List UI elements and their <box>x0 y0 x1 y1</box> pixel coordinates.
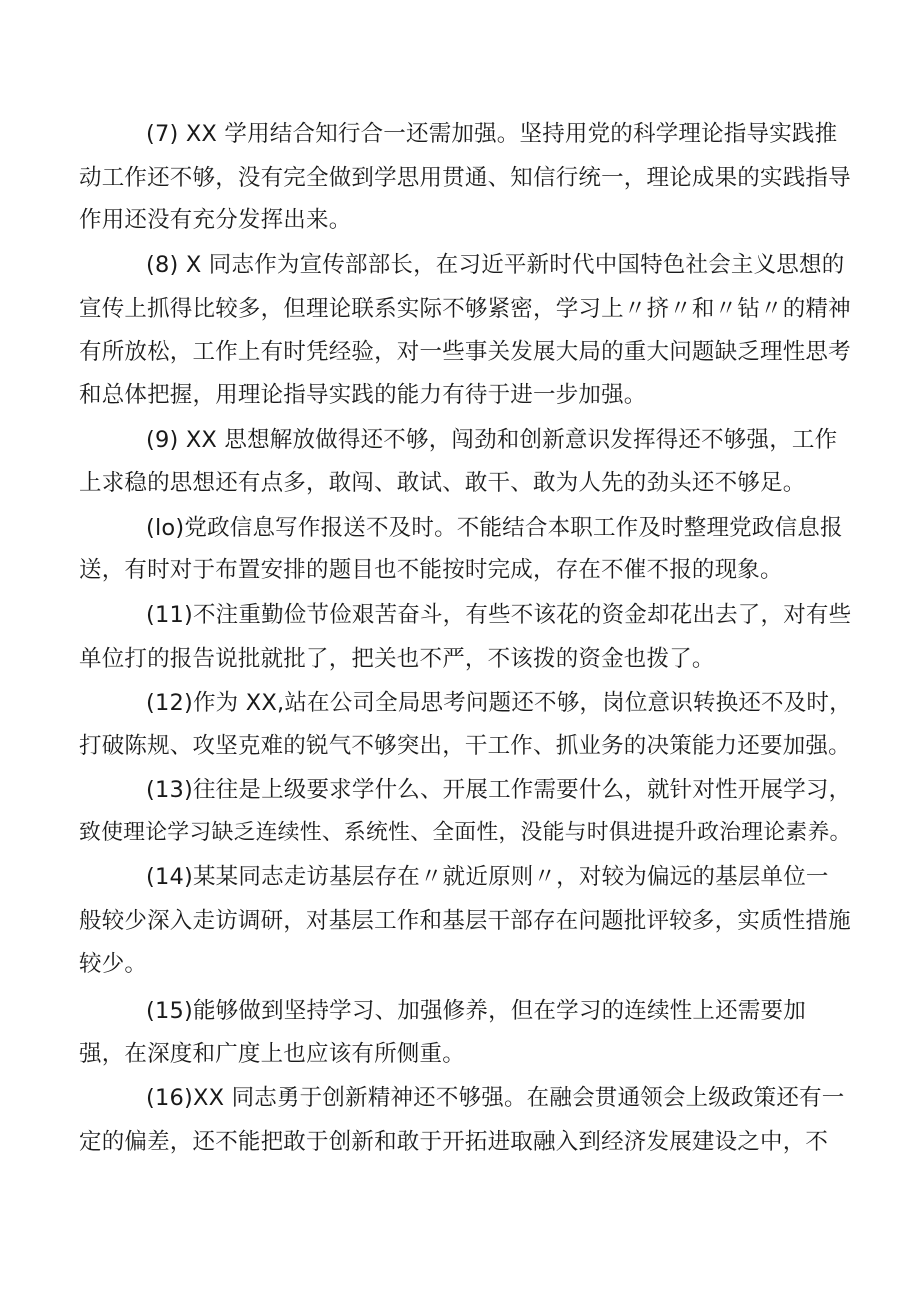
paragraph-8-line-3: 有所放松，工作上有时凭经验，对一些事关发展大局的重大问题缺乏理性思考 <box>79 339 851 365</box>
paragraph-7-line-3: 作用还没有充分发挥出来。 <box>79 207 352 233</box>
paragraph-16-line-1: (16)XX 同志勇于创新精神还不够强。在融会贯通领会上级政策还有一 <box>146 1085 845 1111</box>
paragraph-14-line-3: 较少。 <box>79 951 148 977</box>
paragraph-11-line-2: 单位打的报告说批就批了，把关也不严，不该拨的资金也拨了。 <box>79 646 715 672</box>
paragraph-10-line-2: 送，有时对于布置安排的题目也不能按时完成，存在不催不报的现象。 <box>79 557 783 583</box>
paragraph-8-line-2: 宣传上抓得比较多，但理论联系实际不够紧密，学习上〃挤〃和〃钻〃的精神 <box>79 296 851 322</box>
paragraph-11-line-1: (11)不注重勤俭节俭艰苦奋斗，有些不该花的资金却花出去了，对有些 <box>146 602 852 628</box>
paragraph-9-line-2: 上求稳的思想还有点多，敢闯、敢试、敢干、敢为人先的劲头还不够足。 <box>79 470 806 496</box>
paragraph-8-line-4: 和总体把握，用理论指导实践的能力有待于进一步加强。 <box>79 382 647 408</box>
paragraph-10-line-1: (lo)党政信息写作报送不及时。不能结合本职工作及时整理党政信息报 <box>146 515 843 541</box>
paragraph-9-line-1: (9) XX 思想解放做得还不够，闯劲和创新意识发挥得还不够强，工作 <box>146 427 838 453</box>
paragraph-13-line-2: 致使理论学习缺乏连续性、系统性、全面性，没能与时俱进提升政治理论素养。 <box>79 820 852 845</box>
paragraph-12-line-1: (12)作为 XX,站在公司全局思考问题还不够，岗位意识转换还不及时， <box>146 690 852 716</box>
paragraph-14-line-1: (14)某某同志走访基层存在〃就近原则〃，对较为偏远的基层单位一 <box>146 864 829 890</box>
paragraph-13-line-1: (13)往往是上级要求学什么、开展工作需要什么，就针对性开展学习， <box>146 777 852 803</box>
paragraph-12-line-2: 打破陈规、攻坚克难的锐气不够突出，干工作、抓业务的决策能力还要加强。 <box>79 733 851 759</box>
paragraph-7-line-1: (7) XX 学用结合知行合一还需加强。坚持用党的科学理论指导实践推 <box>146 121 838 147</box>
paragraph-8-line-1: (8) X 同志作为宣传部部长，在习近平新时代中国特色社会主义思想的 <box>146 252 845 278</box>
paragraph-14-line-2: 般较少深入走访调研，对基层工作和基层干部存在问题批评较多，实质性措施 <box>79 908 851 934</box>
paragraph-7-line-2: 动工作还不够，没有完全做到学思用贯通、知信行统一，理论成果的实践指导 <box>79 165 851 191</box>
paragraph-15-line-1: (15)能够做到坚持学习、加强修养，但在学习的连续性上还需要加 <box>146 998 806 1024</box>
paragraph-16-line-2: 定的偏差，还不能把敢于创新和敢于开拓进取融入到经济发展建设之中，不 <box>79 1129 829 1155</box>
paragraph-15-line-2: 强，在深度和广度上也应该有所侧重。 <box>79 1041 465 1067</box>
